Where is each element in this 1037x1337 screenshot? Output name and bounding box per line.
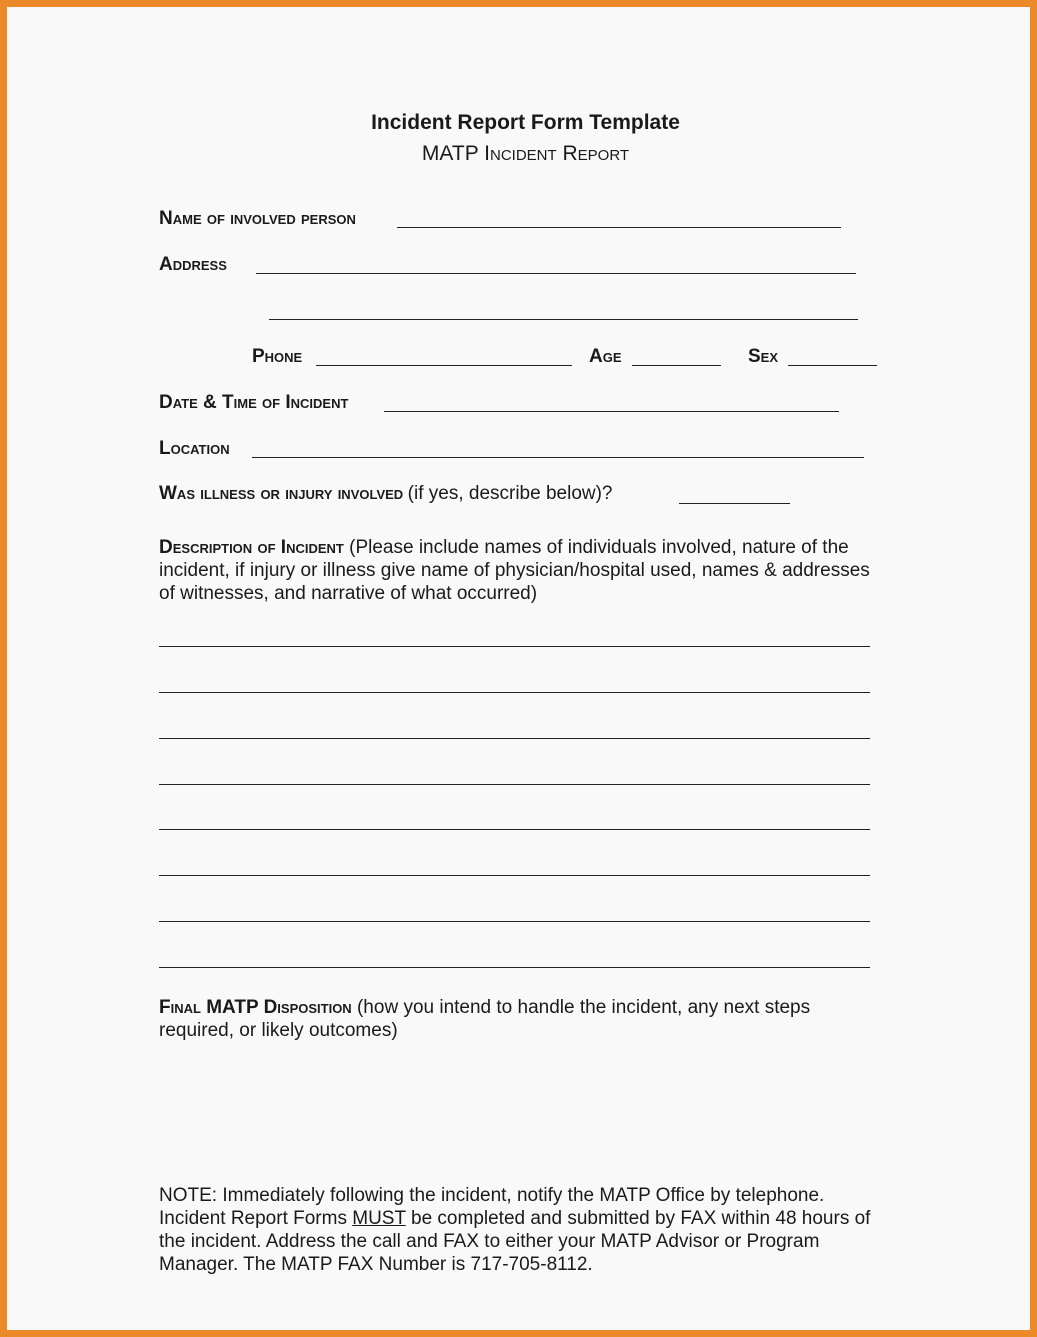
description-answer-line[interactable] [159, 738, 870, 739]
address-label: Address [159, 254, 227, 275]
name-input-line[interactable] [397, 227, 841, 228]
note-line-2-start: Incident Report Forms [159, 1208, 353, 1229]
age-input-line[interactable] [632, 365, 721, 366]
address-input-line-2[interactable] [269, 319, 858, 320]
description-answer-line[interactable] [159, 646, 870, 647]
illness-label: Was illness or injury involved [159, 483, 404, 504]
description-text-line-2: incident, if injury or illness give name of physician/hospital used, names & addresses [159, 560, 870, 581]
disposition-block [159, 996, 810, 1042]
date-time-label: Date & Time of Incident [159, 392, 349, 413]
description-block [159, 536, 870, 605]
note-emphasis-must: MUST [352, 1208, 406, 1229]
date-time-input-line[interactable] [384, 411, 839, 412]
name-label: Name of involved person [159, 208, 356, 229]
form-title: Incident Report Form Template [371, 111, 680, 134]
note-line-2 [159, 1207, 870, 1230]
illness-prompt: (if yes, describe below)? [407, 483, 613, 504]
disposition-text-line-1: (how you intend to handle the incident, any next steps [356, 997, 811, 1018]
note-block [159, 1184, 870, 1276]
description-answer-line[interactable] [159, 692, 870, 693]
description-answer-line[interactable] [159, 784, 870, 785]
location-label: Location [159, 438, 230, 459]
disposition-label: Final MATP Disposition [159, 997, 352, 1018]
description-answer-line[interactable] [159, 967, 870, 968]
address-input-line-1[interactable] [256, 273, 856, 274]
note-line-1: NOTE: Immediately following the incident, notify the MATP Office by telephone. [159, 1185, 825, 1206]
sex-input-line[interactable] [788, 365, 877, 366]
phone-input-line[interactable] [316, 365, 572, 366]
location-input-line[interactable] [252, 457, 864, 458]
note-line-3: the incident. Address the call and FAX to either your MATP Advisor or Program [159, 1231, 820, 1252]
sex-label: Sex [748, 346, 779, 367]
note-line-4: Manager. The MATP FAX Number is 717-705-8112. [159, 1254, 593, 1275]
illness-input-line[interactable] [679, 503, 790, 504]
disposition-text-line-2: required, or likely outcomes) [159, 1020, 398, 1041]
description-text-line-3: of witnesses, and narrative of what occurred) [159, 583, 538, 604]
description-answer-line[interactable] [159, 829, 870, 830]
phone-label: Phone [252, 346, 303, 367]
form-subtitle: MATP Incident Report [421, 142, 630, 165]
age-label: Age [589, 346, 622, 367]
note-line-2-end: be completed and submitted by FAX within 48 hours of [405, 1208, 871, 1229]
description-label: Description of Incident [159, 537, 344, 558]
illness-question [159, 483, 613, 505]
description-answer-line[interactable] [159, 921, 870, 922]
description-text-line-1: (Please include names of individuals involved, nature of the [349, 537, 849, 558]
description-answer-line[interactable] [159, 875, 870, 876]
